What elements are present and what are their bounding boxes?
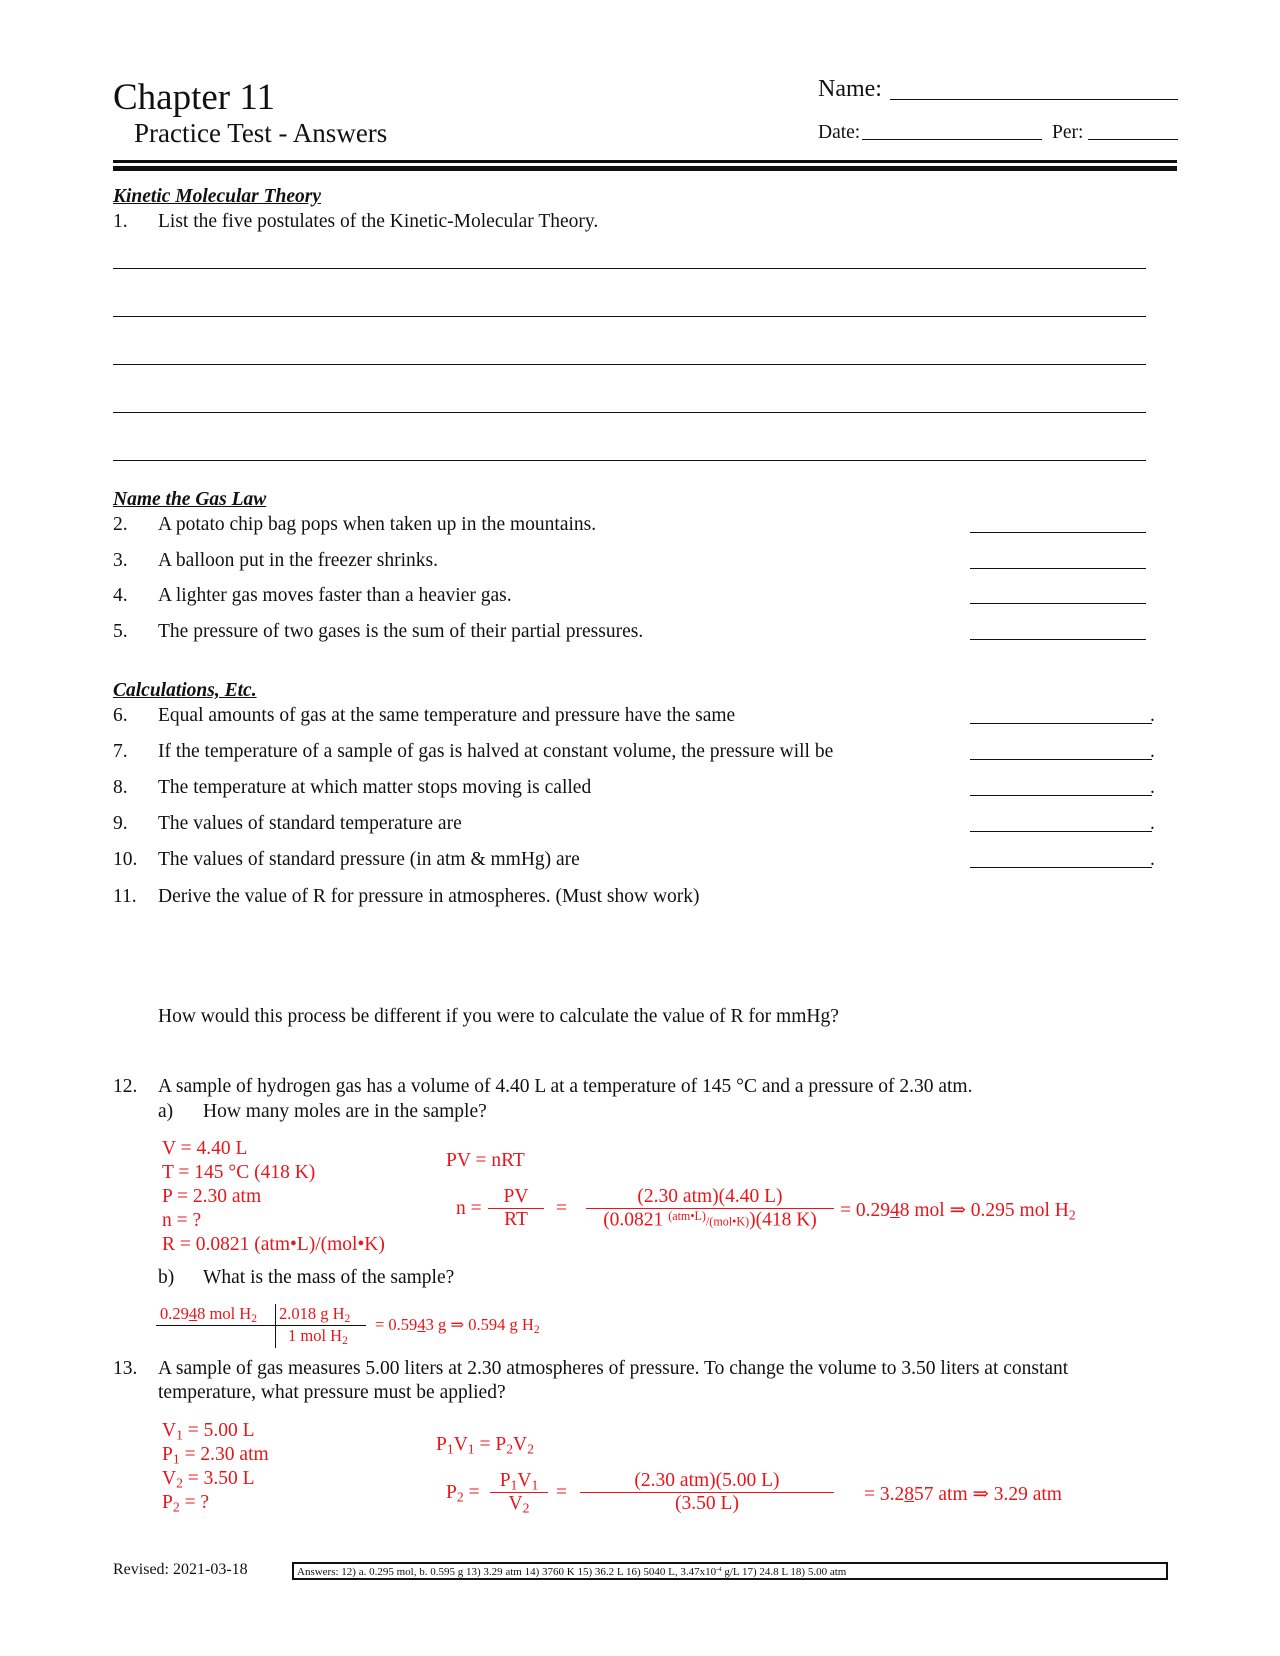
- dim-analysis-bottom: 1 mol $H_2$: [288, 1326, 348, 1347]
- header-divider-thick: [113, 166, 1177, 171]
- question-number: 7.: [113, 741, 128, 762]
- dim-analysis-left: 0.2948 mol $H_2$: [160, 1304, 257, 1325]
- question-number: 5.: [113, 621, 128, 642]
- question-text: A lighter gas moves faster than a heavier gas.: [158, 585, 512, 606]
- answer-line[interactable]: [113, 412, 1146, 413]
- answer-line[interactable]: [113, 316, 1146, 317]
- given-value: n = ?: [162, 1210, 202, 1231]
- question-text: The values of standard pressure (in atm & mmHg) are: [158, 849, 580, 870]
- answer-blank[interactable]: [970, 532, 1146, 533]
- question-number: 10.: [113, 849, 138, 870]
- ideal-gas-formula: PV = nRT: [446, 1150, 525, 1171]
- fraction-numerator: (2.30 atm)(4.40 L): [637, 1186, 783, 1207]
- given-value: V = 4.40 L: [162, 1138, 248, 1159]
- boyles-law-formula: $P_1V_1 = P_2V_2$: [436, 1434, 534, 1457]
- answer-line[interactable]: [113, 460, 1146, 461]
- chapter-title: Chapter 11: [113, 77, 276, 118]
- question-number: 4.: [113, 585, 128, 606]
- given-value: R = 0.0821 (atm•L)/(mol•K): [162, 1234, 385, 1255]
- per-label: Per:: [1052, 122, 1084, 143]
- fraction-numerator: $P_1V_1$: [499, 1470, 539, 1493]
- blank-period: .: [1150, 741, 1155, 762]
- question-text: A sample of hydrogen gas has a volume of 4.40 L at a temperature of 145 °C and a pressure of 2.30 atm.: [158, 1076, 973, 1097]
- fraction-denominator: (0.0821 $^{(atm•L)}$/(mol•K))(418 K): [603, 1209, 817, 1231]
- question-text: How would this process be different if you were to calculate the value of R for mmHg?: [158, 1006, 839, 1027]
- blank-period: .: [1150, 813, 1155, 834]
- n-equals: n =: [456, 1198, 482, 1219]
- pv-over-rt: [488, 1186, 544, 1231]
- subquestion-label: b): [158, 1267, 175, 1288]
- question-text: A sample of gas measures 5.00 liters at 2.30 atmospheres of pressure. To change the volume to 3.50 liters at constant: [158, 1358, 1069, 1379]
- question-text: A potato chip bag pops when taken up in the mountains.: [158, 514, 597, 535]
- equals-sign: =: [556, 1482, 567, 1503]
- header-divider: [113, 160, 1177, 163]
- answer-line[interactable]: [113, 268, 1146, 269]
- given-value: $V_1 = 5.00$ L: [162, 1420, 255, 1443]
- subquestion-text: What is the mass of the sample?: [203, 1267, 455, 1288]
- question-number: 8.: [113, 777, 128, 798]
- answer-blank[interactable]: [970, 867, 1152, 868]
- section-heading-gas-law: Name the Gas Law: [113, 489, 267, 510]
- pressure-fraction: [580, 1470, 834, 1515]
- given-value: P = 2.30 atm: [162, 1186, 262, 1207]
- question-text: If the temperature of a sample of gas is halved at constant volume, the pressure will be: [158, 741, 834, 762]
- question-text: A balloon put in the freezer shrinks.: [158, 550, 438, 571]
- blank-period: .: [1150, 849, 1155, 870]
- question-number: 11.: [113, 886, 137, 907]
- date-field[interactable]: [862, 139, 1042, 140]
- question-text: The values of standard temperature are: [158, 813, 462, 834]
- subquestion-label: a): [158, 1101, 174, 1122]
- fraction-numerator: PV: [503, 1186, 529, 1207]
- date-label: Date:: [818, 122, 861, 143]
- mass-result: = 0.5943 g ⇒ 0.594 g $H_2$: [375, 1315, 540, 1336]
- answer-blank[interactable]: [970, 831, 1152, 832]
- equals-sign: =: [556, 1198, 567, 1219]
- fraction-denominator: $V_2$: [508, 1493, 530, 1516]
- question-text: List the five postulates of the Kinetic-Molecular Theory.: [158, 211, 599, 232]
- answer-blank[interactable]: [970, 603, 1146, 604]
- dim-analysis-vline: [275, 1304, 276, 1348]
- moles-result: = 0.2948 mol ⇒ 0.295 mol $H_2$: [840, 1200, 1076, 1223]
- question-number: 9.: [113, 813, 128, 834]
- given-value: $P_2$ = ?: [162, 1492, 210, 1515]
- p2-equals: $P_2$ =: [446, 1482, 480, 1505]
- per-field[interactable]: [1088, 139, 1178, 140]
- p1v1-over-v2: [490, 1470, 548, 1515]
- given-value: T = 145 °C (418 K): [162, 1162, 316, 1183]
- question-number: 3.: [113, 550, 128, 571]
- question-number: 12.: [113, 1076, 138, 1097]
- question-number: 6.: [113, 705, 128, 726]
- dim-analysis-top: 2.018 g $H_2$: [279, 1304, 351, 1325]
- fraction-denominator: RT: [504, 1209, 528, 1230]
- pressure-result: = 3.2857 atm ⇒ 3.29 atm: [864, 1484, 1062, 1505]
- blank-period: .: [1150, 777, 1155, 798]
- given-value: $P_1 = 2.30$ atm: [162, 1444, 269, 1467]
- answer-line[interactable]: [113, 364, 1146, 365]
- question-text: temperature, what pressure must be applied?: [158, 1382, 506, 1403]
- question-text: The pressure of two gases is the sum of their partial pressures.: [158, 621, 644, 642]
- name-field[interactable]: [890, 99, 1178, 100]
- subquestion-text: How many moles are in the sample?: [203, 1101, 487, 1122]
- question-text: Derive the value of R for pressure in atmospheres. (Must show work): [158, 886, 700, 907]
- answer-key-box: Answers: 12) a. 0.295 mol, b. 0.595 g 13) 3.29 atm 14) 3760 K 15) 36.2 L 16) 5040 L, $3.47x10^{-4}$ g/L 17) 24.8 L 18) 5.00 atm: [292, 1562, 1168, 1580]
- question-text: The temperature at which matter stops moving is called: [158, 777, 592, 798]
- moles-fraction: [586, 1186, 834, 1231]
- question-number: 1.: [113, 211, 128, 232]
- answer-blank[interactable]: [970, 568, 1146, 569]
- given-value: $V_2 = 3.50$ L: [162, 1468, 255, 1491]
- answer-blank[interactable]: [970, 723, 1152, 724]
- question-number: 13.: [113, 1358, 138, 1379]
- revised-date: Revised: 2021-03-18: [113, 1561, 248, 1578]
- fraction-numerator: (2.30 atm)(5.00 L): [634, 1470, 780, 1491]
- question-number: 2.: [113, 514, 128, 535]
- answer-blank[interactable]: [970, 639, 1146, 640]
- blank-period: .: [1150, 705, 1155, 726]
- question-text: Equal amounts of gas at the same temperature and pressure have the same: [158, 705, 736, 726]
- page-subtitle: Practice Test - Answers: [134, 118, 388, 148]
- name-label: Name:: [818, 76, 882, 102]
- answer-blank[interactable]: [970, 795, 1152, 796]
- section-heading-kmt: Kinetic Molecular Theory: [113, 186, 321, 207]
- fraction-denominator: (3.50 L): [675, 1493, 739, 1514]
- section-heading-calculations: Calculations, Etc.: [113, 680, 257, 701]
- answer-blank[interactable]: [970, 759, 1152, 760]
